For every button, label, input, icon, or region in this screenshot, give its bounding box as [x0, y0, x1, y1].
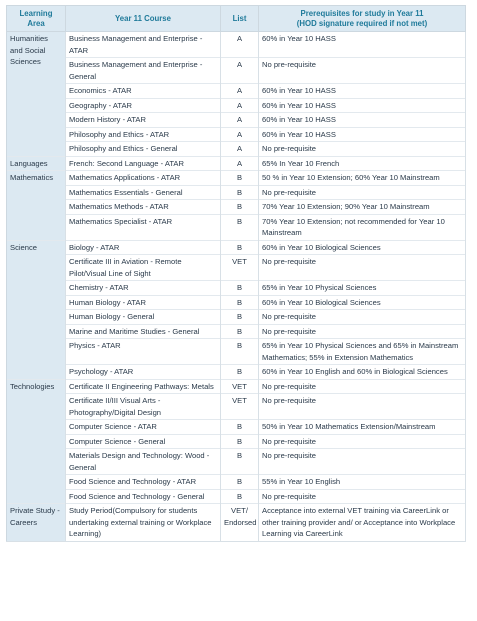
list-cell: VET	[221, 379, 259, 394]
table-row	[7, 58, 466, 84]
prereq-cell: 60% in Year 10 HASS	[259, 32, 466, 58]
course-cell: Computer Science - General	[66, 434, 221, 449]
table-row	[7, 379, 466, 394]
list-cell: B	[221, 214, 259, 240]
list-cell: VET/ Endorsed	[221, 504, 259, 542]
list-cell: B	[221, 365, 259, 380]
course-cell: Psychology - ATAR	[66, 365, 221, 380]
list-cell: A	[221, 98, 259, 113]
course-cell: Philosophy and Ethics - General	[66, 142, 221, 157]
table-row	[7, 281, 466, 296]
table-row	[7, 113, 466, 128]
list-cell: VET	[221, 394, 259, 420]
table-row	[7, 171, 466, 186]
list-cell: B	[221, 281, 259, 296]
prereq-cell: 70% Year 10 Extension; not recommended for Year 10 Mainstream	[259, 214, 466, 240]
area-technologies: Technologies	[7, 379, 66, 504]
list-cell: A	[221, 58, 259, 84]
course-cell: Certificate III in Aviation - Remote Pilot/Visual Line of Sight	[66, 255, 221, 281]
course-cell: Human Biology - General	[66, 310, 221, 325]
area-languages: Languages	[7, 156, 66, 171]
header-year-11-course: Year 11 Course	[66, 6, 221, 32]
table-row	[7, 142, 466, 157]
table-row	[7, 504, 466, 542]
course-cell: Marine and Maritime Studies - General	[66, 324, 221, 339]
course-cell: Mathematics Methods - ATAR	[66, 200, 221, 215]
course-cell: Computer Science - ATAR	[66, 420, 221, 435]
course-cell: Business Management and Enterprise - General	[66, 58, 221, 84]
course-cell: Mathematics Applications - ATAR	[66, 171, 221, 186]
table-header-row	[7, 6, 466, 32]
prereq-cell: No pre-requisite	[259, 58, 466, 84]
prereq-cell: 65% In Year 10 French	[259, 156, 466, 171]
list-cell: B	[221, 449, 259, 475]
list-cell: B	[221, 185, 259, 200]
course-cell: Chemistry - ATAR	[66, 281, 221, 296]
course-cell: Study Period(Compulsory for students undertaking external training or Workplace Learning)	[66, 504, 221, 542]
course-cell: Economics - ATAR	[66, 84, 221, 99]
prereq-cell: Acceptance into external VET training via CareerLink or other training provider and/ or Acceptance into Workplace Learning via CareerLink	[259, 504, 466, 542]
prereq-cell: No pre-requisite	[259, 394, 466, 420]
table-row	[7, 98, 466, 113]
course-prerequisites-table	[6, 5, 466, 542]
list-cell: A	[221, 32, 259, 58]
prereq-cell: 55% in Year 10 English	[259, 475, 466, 490]
prereq-cell: 60% in Year 10 Biological Sciences	[259, 240, 466, 255]
table-row	[7, 84, 466, 99]
header-prereq-line1: Prerequisites for study in Year 11	[300, 9, 424, 18]
list-cell: B	[221, 475, 259, 490]
header-prerequisites	[259, 6, 466, 32]
table-row	[7, 310, 466, 325]
list-cell: VET	[221, 255, 259, 281]
prereq-cell: No pre-requisite	[259, 185, 466, 200]
list-cell: B	[221, 310, 259, 325]
list-cell: A	[221, 127, 259, 142]
course-cell: Physics - ATAR	[66, 339, 221, 365]
list-cell: B	[221, 420, 259, 435]
course-cell: Biology - ATAR	[66, 240, 221, 255]
list-cell: B	[221, 171, 259, 186]
course-cell: Food Science and Technology - ATAR	[66, 475, 221, 490]
table-row	[7, 365, 466, 380]
course-cell: Mathematics Essentials - General	[66, 185, 221, 200]
table-row	[7, 255, 466, 281]
prereq-cell: No pre-requisite	[259, 255, 466, 281]
prereq-cell: 60% in Year 10 HASS	[259, 113, 466, 128]
prereq-cell: 60% in Year 10 HASS	[259, 127, 466, 142]
prereq-cell: No pre-requisite	[259, 310, 466, 325]
table-row	[7, 394, 466, 420]
area-science: Science	[7, 240, 66, 379]
list-cell: A	[221, 113, 259, 128]
course-cell: Materials Design and Technology: Wood - General	[66, 449, 221, 475]
prereq-cell: 60% in Year 10 HASS	[259, 84, 466, 99]
course-cell: Philosophy and Ethics - ATAR	[66, 127, 221, 142]
prereq-cell: No pre-requisite	[259, 489, 466, 504]
header-learning-area: Learning Area	[7, 6, 66, 32]
course-cell: Modern History - ATAR	[66, 113, 221, 128]
list-cell: B	[221, 200, 259, 215]
list-cell: A	[221, 142, 259, 157]
course-cell: Business Management and Enterprise - ATAR	[66, 32, 221, 58]
prereq-cell: 50 % in Year 10 Extension; 60% Year 10 Mainstream	[259, 171, 466, 186]
prereq-cell: 65% in Year 10 Physical Sciences and 65% in Mainstream Mathematics; 55% in Extension Mathematics	[259, 339, 466, 365]
table-row	[7, 295, 466, 310]
list-cell: A	[221, 156, 259, 171]
area-humanities: Humanities and Social Sciences	[7, 32, 66, 157]
list-cell: B	[221, 434, 259, 449]
area-mathematics: Mathematics	[7, 171, 66, 241]
prereq-cell: No pre-requisite	[259, 434, 466, 449]
prereq-cell: 65% in Year 10 Physical Sciences	[259, 281, 466, 296]
table-row	[7, 156, 466, 171]
header-prereq-line2: (HOD signature required if not met)	[296, 18, 428, 28]
prereq-cell: 70% Year 10 Extension; 90% Year 10 Mainstream	[259, 200, 466, 215]
course-cell: Certificate II/III Visual Arts - Photography/Digital Design	[66, 394, 221, 420]
list-cell: B	[221, 489, 259, 504]
prereq-cell: No pre-requisite	[259, 324, 466, 339]
prereq-cell: 60% in Year 10 Biological Sciences	[259, 295, 466, 310]
prereq-cell: 60% in Year 10 HASS	[259, 98, 466, 113]
course-cell: Geography - ATAR	[66, 98, 221, 113]
course-cell: Human Biology - ATAR	[66, 295, 221, 310]
list-cell: B	[221, 295, 259, 310]
table-row	[7, 489, 466, 504]
header-list: List	[221, 6, 259, 32]
course-cell: Mathematics Specialist - ATAR	[66, 214, 221, 240]
table-row	[7, 214, 466, 240]
list-cell: B	[221, 339, 259, 365]
prereq-cell: 60% in Year 10 English and 60% in Biological Sciences	[259, 365, 466, 380]
table-row	[7, 127, 466, 142]
list-cell: B	[221, 240, 259, 255]
course-cell: French: Second Language - ATAR	[66, 156, 221, 171]
table-row	[7, 420, 466, 435]
prereq-cell: 50% in Year 10 Mathematics Extension/Mainstream	[259, 420, 466, 435]
table-row	[7, 339, 466, 365]
list-cell: B	[221, 324, 259, 339]
course-cell: Certificate II Engineering Pathways: Metals	[66, 379, 221, 394]
table-row	[7, 32, 466, 58]
table-row	[7, 240, 466, 255]
prereq-cell: No pre-requisite	[259, 142, 466, 157]
area-private-study: Private Study - Careers	[7, 504, 66, 542]
list-cell: A	[221, 84, 259, 99]
course-cell: Food Science and Technology - General	[66, 489, 221, 504]
table-row	[7, 434, 466, 449]
table-row	[7, 200, 466, 215]
table-row	[7, 324, 466, 339]
table-row	[7, 449, 466, 475]
prereq-cell: No pre-requisite	[259, 379, 466, 394]
prereq-cell: No pre-requisite	[259, 449, 466, 475]
table-row	[7, 475, 466, 490]
table-row	[7, 185, 466, 200]
